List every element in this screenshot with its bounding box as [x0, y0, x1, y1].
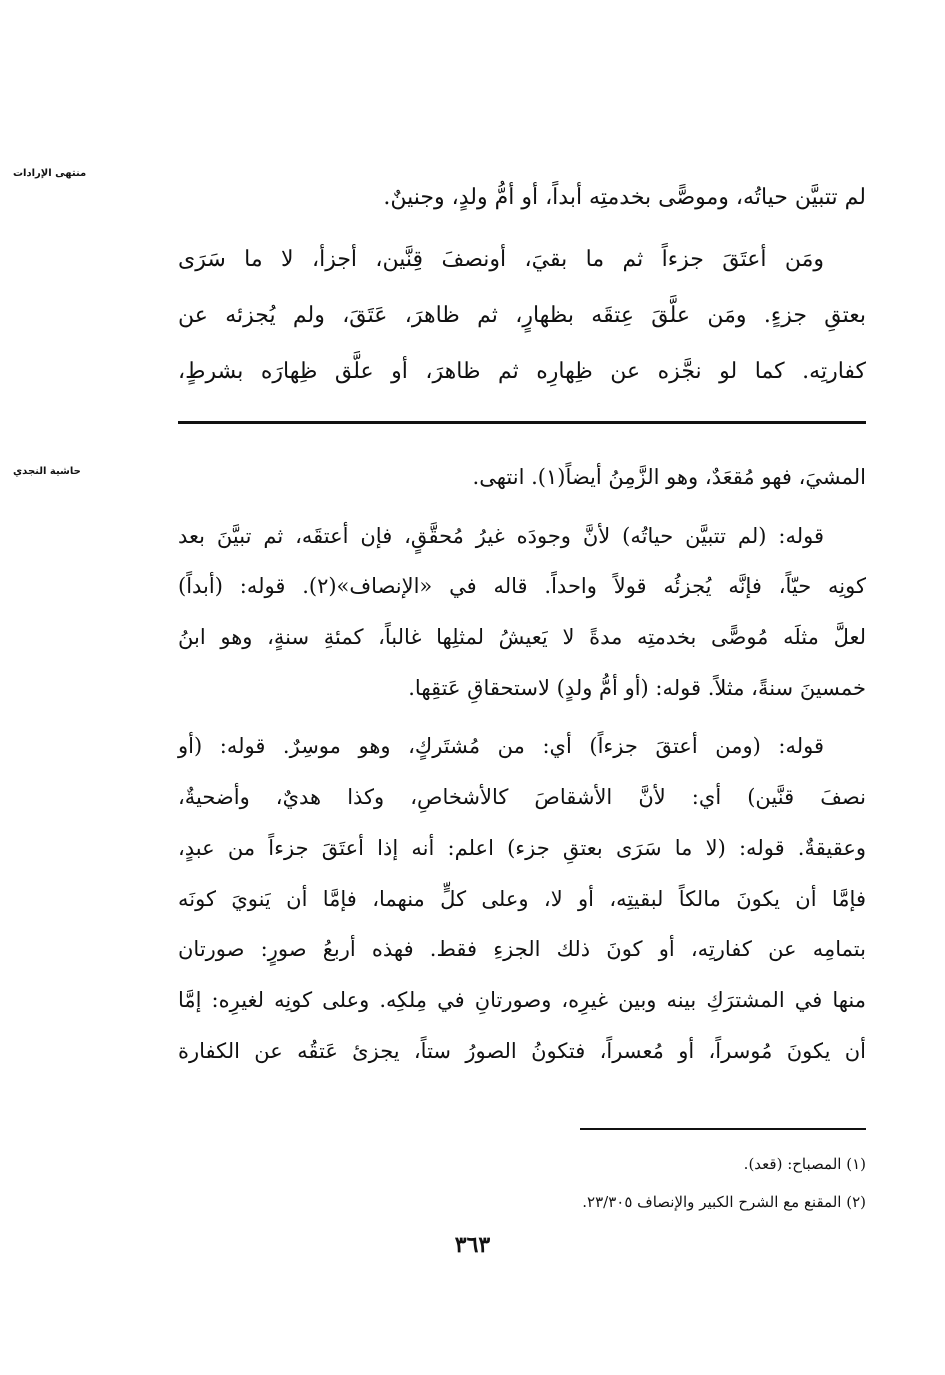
hashiya-line-1: المشيَ، فهو مُقعَدٌ، وهو الزَّمِنُ أيضاً(١). انتهى. [472, 465, 866, 489]
hashiya-line-10: بتمامِه عن كفارتِه، أو كونَ ذلك الجزءِ فقط. فهذه أربعُ صورٍ: صورتان [178, 937, 866, 962]
footnotes [178, 1145, 866, 1221]
main-text [178, 170, 866, 400]
footnote-1: (١) المصباح: (قعد). [743, 1155, 866, 1173]
paragraph-gap [178, 503, 866, 511]
main-line-4: كفارتِه. كما لو نجَّزه عن ظِهارِه ثم ظاهرَ، أو علَّق ظِهارَه بشرطٍ، [178, 359, 866, 384]
page-number: ٣٦٣ [454, 1232, 491, 1258]
hashiya-line-9: فإمَّا أن يكونَ مالكاً لبقيتِه، أو لا، وعلى كلٍّ منهما، فإمَّا أن يَنويَ كونَه [178, 886, 866, 911]
hashiya-line-5: خمسينَ سنةً، مثلاً. قوله: (أو أمُّ ولدٍ) لاستحقاقِ عَتقِها. [408, 675, 866, 700]
footnote-divider [580, 1128, 866, 1130]
hashiya-line-3: كونِه حيّاً، فإنَّه يُجزئُه قولاً واحداً. قاله في «الإنصاف»(٢). قوله: (أبداً) [178, 574, 866, 599]
paragraph-gap [178, 713, 866, 721]
main-line-3: بعتقِ جزءٍ. ومَن علَّقَ عِتقَه بظهارٍ، ثم ظاهرَ، عَتَقَ، ولم يُجزئه عن [178, 303, 866, 328]
hashiya-line-4: لعلَّ مثلَه مُوصًّى بخدمتِه مدةً لا يَعيشُ لمثلِها غالباً، كمئةِ سنةٍ، وهو ابنُ [178, 625, 866, 650]
hashiya-text [178, 452, 866, 1076]
main-text-label: منتهى الإرادات [13, 168, 87, 179]
hashiya-line-12: أن يكونَ مُوسراً، أو مُعسراً، فتكونُ الصورُ ستاً، يجزئ عَتقُه عن الكفارة [178, 1038, 866, 1063]
main-line-1: لم تتبيَّن حياتُه، وموصًّى بخدمتِه أبداً، أو أمُّ ولدٍ، وجنينٌ. [383, 185, 866, 210]
hashiya-label: حاشية النجدي [13, 466, 81, 477]
section-divider [178, 421, 866, 424]
hashiya-line-8: وعقيقةٌ. قوله: (لا ما سَرَى بعتقِ جزء) اعلم: أنه إذا أعتَقَ جزءاً من عبدٍ، [178, 835, 866, 860]
hashiya-line-2: قوله: (لم تتبيَّن حياتُه) لأنَّ وجودَه غيرُ مُحقَّقٍ، فإن أعتقَه، ثم تبيَّنَ بعد [178, 523, 824, 548]
hashiya-line-6: قوله: (ومن أعتقَ جزءاً) أي: من مُشتَركٍ، وهو موسِرٌ. قوله: (أو [178, 734, 824, 759]
hashiya-line-7: نصفَ قنَّين) أي: لأنَّ الأشقاصَ كالأشخاصِ، وكذا هديٌ، وأضحيةٌ، [178, 785, 866, 810]
footnote-2: (٢) المقنع مع الشرح الكبير والإنصاف ٢٣/٣٠٥. [582, 1193, 866, 1211]
main-line-2: ومَن أعتَقَ جزءاً ثم ما بقيَ، أونصفَ قِنَّين، أجزأ، لا ما سَرَى [178, 247, 824, 272]
hashiya-line-11: منها في المشترَكِ بينه وبين غيرِه، وصورتانِ في مِلكِه. وعلى كونِه لغيرِه: إمَّا [178, 987, 866, 1012]
